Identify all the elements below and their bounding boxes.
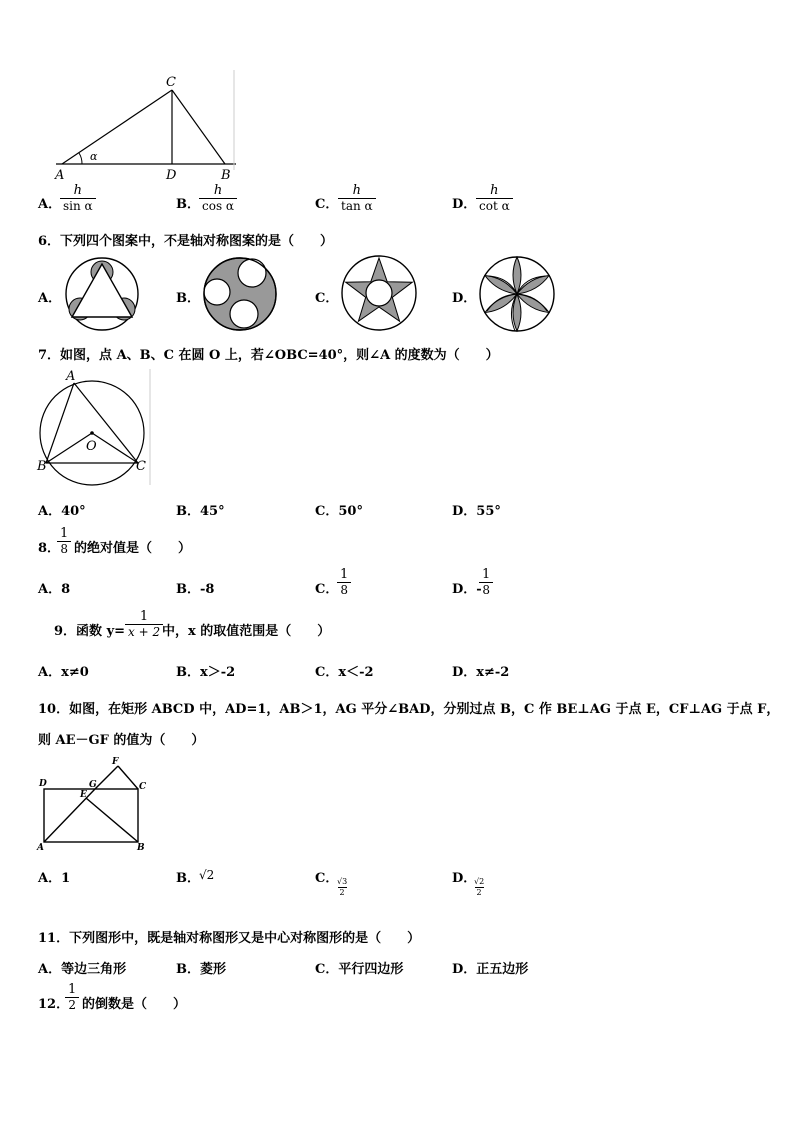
- q8-option-c-letter: C．: [315, 582, 339, 597]
- q7-option-c[interactable]: C．50°: [315, 504, 363, 519]
- q8-option-d-fraction: $\frac{1}{8}$: [479, 567, 493, 598]
- q9-option-a[interactable]: A．x≠0: [38, 665, 89, 680]
- q6-option-a-letter[interactable]: A．: [38, 291, 62, 306]
- q6-option-d-letter[interactable]: D．: [452, 291, 477, 306]
- q8-option-c-fraction: $\frac{1}{8}$: [337, 567, 351, 598]
- q9-fraction: $\frac{1}{x + 2}$: [125, 609, 163, 640]
- q10-label-c: C: [139, 782, 147, 792]
- q5-option-c-letter: C．: [315, 197, 339, 212]
- q7-label-a: A: [66, 369, 76, 384]
- q10-label-a: A: [37, 843, 44, 852]
- q10-rectangle-figure: [34, 756, 154, 852]
- q6-stem: 6．下列四个图案中，不是轴对称图案的是（ ）: [38, 234, 334, 249]
- q11-option-a[interactable]: A．等边三角形: [38, 962, 127, 977]
- q10-label-d: D: [39, 779, 47, 789]
- q5-option-d-fraction: $\frac{h}{\text{cot α}}$: [476, 183, 513, 214]
- q8-option-b[interactable]: B．-8: [176, 582, 215, 597]
- q5-triangle-figure: [52, 70, 242, 182]
- q10-option-a[interactable]: A．1: [38, 871, 71, 886]
- q9-option-d[interactable]: D．x≠-2: [452, 665, 510, 680]
- q5-option-a-letter: A．: [38, 197, 62, 212]
- q6-option-c-letter[interactable]: C．: [315, 291, 339, 306]
- q10-option-d-letter: D．: [452, 871, 477, 886]
- q9-option-b[interactable]: B．x＞-2: [176, 665, 236, 680]
- q7-label-c: C: [136, 459, 146, 474]
- q11-option-b[interactable]: B．菱形: [176, 962, 226, 977]
- q11-option-c[interactable]: C．平行四边形: [315, 962, 404, 977]
- q5-option-d-letter: D．: [452, 197, 477, 212]
- q10-option-b-value: √2: [199, 868, 215, 882]
- q10-stem-line2: 则 AE－GF 的值为（ ）: [38, 733, 205, 748]
- q5-label-b: B: [221, 168, 231, 182]
- q6-option-c-star-pattern-icon[interactable]: [340, 254, 418, 332]
- q7-label-o: O: [86, 439, 97, 454]
- q10-option-b-letter: B．: [176, 871, 200, 886]
- q6-option-a-triangle-pattern-icon[interactable]: [62, 256, 142, 332]
- q10-label-b: B: [137, 843, 145, 852]
- q7-stem: 7．如图，点 A、B、C 在圆 O 上，若∠OBC=40°，则∠A 的度数为（ ）: [38, 348, 499, 363]
- q8-option-d-letter: D．-: [452, 582, 482, 597]
- q12-fraction: $\frac{1}{2}$: [65, 982, 79, 1013]
- q5-option-b-letter: B．: [176, 197, 200, 212]
- q5-label-c: C: [166, 75, 176, 90]
- q5-label-alpha: α: [90, 150, 98, 163]
- q12-suffix: 的倒数是（ ）: [82, 997, 187, 1012]
- q8-option-a[interactable]: A．8: [38, 582, 71, 597]
- q10-stem-line1: 10．如图，在矩形 ABCD 中，AD=1，AB＞1，AG 平分∠BAD，分别过点 B，C 作 BE⊥AG 于点 E，CF⊥AG 于点 F，: [38, 702, 780, 717]
- q6-option-b-swirl-pattern-icon[interactable]: [200, 256, 280, 332]
- q8-prefix: 8．: [38, 541, 61, 556]
- q7-option-d[interactable]: D．55°: [452, 504, 501, 519]
- q5-option-b-fraction: $\frac{h}{\text{cos α}}$: [199, 183, 237, 214]
- q5-option-a-fraction: $\frac{h}{\text{sin α}}$: [60, 183, 96, 214]
- q11-stem: 11．下列图形中，既是轴对称图形又是中心对称图形的是（ ）: [38, 931, 421, 946]
- q6-option-d-flower-pattern-icon[interactable]: [478, 255, 556, 333]
- q6-option-b-letter[interactable]: B．: [176, 291, 200, 306]
- q5-label-d: D: [166, 168, 177, 182]
- q7-option-a[interactable]: A．40°: [38, 504, 86, 519]
- q9-prefix: 9．函数 y=: [54, 624, 126, 639]
- q12-prefix: 12．: [38, 997, 70, 1012]
- q10-option-c-fraction: $\frac{√3}{2}$: [337, 877, 348, 897]
- q5-label-a: A: [55, 168, 65, 182]
- q9-suffix: 中，x 的取值范围是（ ）: [162, 624, 331, 639]
- q5-option-c-fraction: $\frac{h}{\text{tan α}}$: [338, 183, 376, 214]
- q10-option-c-letter: C．: [315, 871, 339, 886]
- q10-label-f: F: [112, 757, 119, 767]
- q11-option-d[interactable]: D．正五边形: [452, 962, 529, 977]
- q8-suffix: 的绝对值是（ ）: [74, 541, 192, 556]
- q7-circle-figure: [34, 367, 154, 487]
- q10-option-d-fraction: $\frac{√2}{2}$: [474, 877, 485, 897]
- q10-label-g: G: [89, 780, 97, 790]
- q10-label-e: E: [80, 790, 87, 800]
- q8-fraction: $\frac{1}{8}$: [57, 526, 71, 557]
- q7-label-b: B: [37, 459, 47, 474]
- q7-option-b[interactable]: B．45°: [176, 504, 225, 519]
- q9-option-c[interactable]: C．x＜-2: [315, 665, 374, 680]
